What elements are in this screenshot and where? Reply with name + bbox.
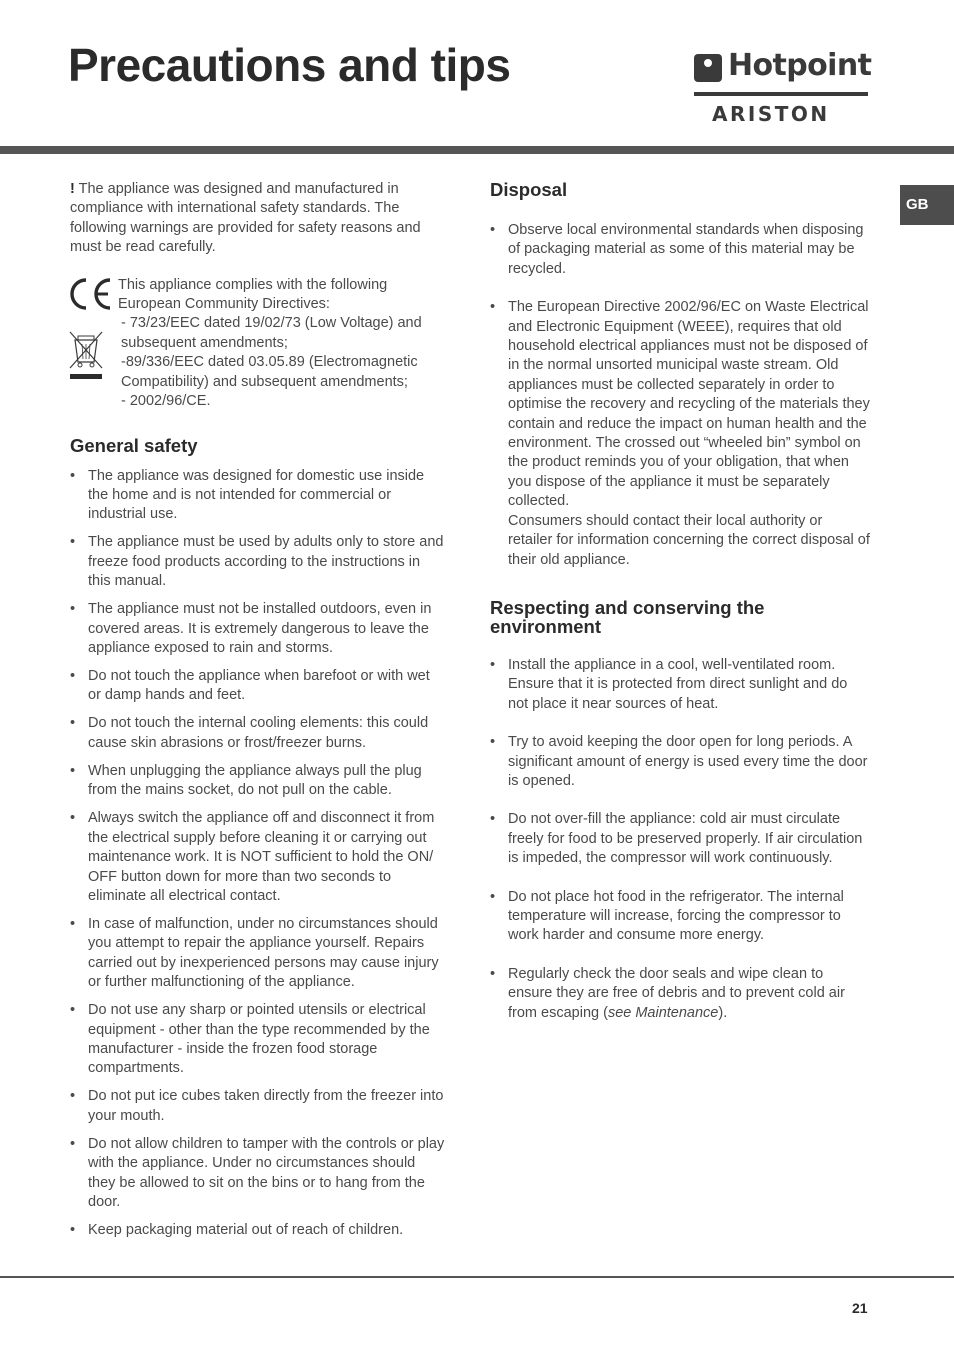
directive-item: - 2002/96/CE. <box>121 393 211 410</box>
logo-rule <box>694 92 868 96</box>
list-item: • The appliance must not be installed outdoors, even in covered areas. It is extremely dangerous to leave the appliance exposed to rain and storms. <box>70 600 445 658</box>
directives-line: This appliance complies with the following <box>118 276 388 293</box>
page-number: 21 <box>852 1300 868 1316</box>
directive-item: - 73/23/EEC dated 19/02/73 (Low Voltage) and subsequent amendments; <box>121 315 422 351</box>
crossed-bin-icon <box>68 328 104 384</box>
intro-paragraph <box>70 180 445 258</box>
list-item: • Always switch the appliance off and disconnect it from the electrical supply before cleaning it or carrying out maintenance work. It is NOT sufficient to hold the ON/ OFF button down for more than two seconds to eliminate all electrical contact. <box>70 809 445 906</box>
disposal-list <box>490 221 870 570</box>
brand-logo <box>694 48 872 126</box>
brand-mark-icon <box>694 54 722 82</box>
environment-heading: Respecting and conserving the environment <box>490 596 765 637</box>
list-item: • Observe local environmental standards when disposing of packaging material as some of this material may be recycled. <box>490 221 870 279</box>
list-item: • Do not over-fill the appliance: cold air must circulate freely for food to be preserved properly. If air circulation is impeded, the compressor will work continuously. <box>490 810 870 868</box>
list-item: • In case of malfunction, under no circumstances should you attempt to repair the appliance yourself. Repairs carried out by inexperienced persons may cause injury or further malfunctioning of the appliance. <box>70 915 445 993</box>
list-item: • The appliance must be used by adults only to store and freeze food products according to the instructions in this manual. <box>70 533 445 591</box>
warning-mark: ! <box>70 181 75 197</box>
weee-text: The European Directive 2002/96/EC on Waste Electrical and Electronic Equipment (WEEE), requires that old household electrical appliances must not be disposed of in the normal unsorted municipal waste stream. Old appliances must be collected separately in order to optimise the recovery and recycling of the materials they contain and reduce the impact on human health and the environment. The crossed out “wheeled bin” symbol on the product reminds you of your obligation, that when you dispose of the appliance it must be separately collected. <box>508 299 870 510</box>
list-item: • Do not touch the appliance when barefoot or with wet or damp hands and feet. <box>70 667 445 706</box>
list-item: • Do not put ice cubes taken directly from the freezer into your mouth. <box>70 1087 445 1126</box>
weee-contact-text: Consumers should contact their local authority or retailer for information concerning the correct disposal of their old appliance. <box>508 512 870 568</box>
general-safety-heading: General safety <box>70 434 198 456</box>
directives-line: European Community Directives: <box>118 296 330 313</box>
directives-block <box>70 276 445 408</box>
footer-divider <box>0 1276 954 1278</box>
environment-list <box>490 656 870 1023</box>
header-divider <box>0 146 954 154</box>
disposal-heading: Disposal <box>490 179 568 200</box>
left-column <box>70 180 445 1249</box>
intro-text: The appliance was designed and manufactured in compliance with international safety standards. The following warnings are provided for safety reasons and must be read carefully. <box>70 181 421 256</box>
logo-sub-text: ARISTON <box>712 102 830 126</box>
ce-mark-icon <box>66 276 114 312</box>
logo-brand-text: Hotpoint <box>728 48 872 83</box>
list-item <box>490 965 870 1023</box>
right-column <box>490 178 870 1042</box>
list-item: • Do not place hot food in the refrigerator. The internal temperature will increase, forcing the compressor to work harder and consume more energy. <box>490 888 870 946</box>
list-item <box>490 298 870 570</box>
directive-item: -89/336/EEC dated 03.05.89 (Electromagnetic Compatibility) and subsequent amendments; <box>121 354 418 390</box>
seals-text: Regularly check the door seals and wipe clean to ensure they are free of debris and to prevent cold air from escaping ( <box>508 965 845 1021</box>
list-item: • Keep packaging material out of reach of children. <box>70 1221 445 1240</box>
general-safety-list <box>70 467 445 1241</box>
directives-text <box>118 276 448 412</box>
list-item: • The appliance was designed for domestic use inside the home and is not intended for commercial or industrial use. <box>70 467 445 525</box>
list-item: • Do not use any sharp or pointed utensils or electrical equipment - other than the type recommended by the manufacturer - inside the frozen food storage compartments. <box>70 1001 445 1079</box>
maintenance-reference: see Maintenance <box>607 1004 719 1021</box>
seals-text-end: ). <box>718 1004 728 1021</box>
page-title: Precautions and tips <box>68 39 511 91</box>
list-item: • Do not allow children to tamper with the controls or play with the appliance. Under no circumstances should they be allowed to sit on the bins or to hang from the door. <box>70 1135 445 1213</box>
list-item: • Do not touch the internal cooling elements: this could cause skin abrasions or frost/freezer burns. <box>70 714 445 753</box>
language-tab: GB <box>900 185 954 225</box>
list-item: • Try to avoid keeping the door open for long periods. A significant amount of energy is used every time the door is opened. <box>490 733 870 791</box>
list-item: • When unplugging the appliance always pull the plug from the mains socket, do not pull on the cable. <box>70 762 445 801</box>
list-item: • Install the appliance in a cool, well-ventilated room. Ensure that it is protected from direct sunlight and do not place it near sources of heat. <box>490 656 870 714</box>
